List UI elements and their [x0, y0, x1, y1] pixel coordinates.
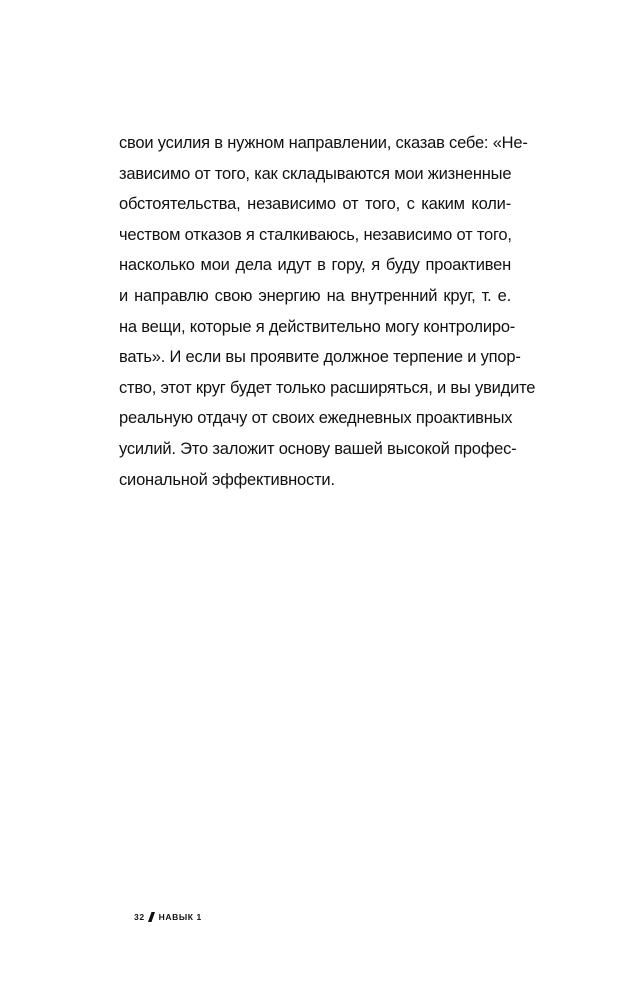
page-footer: [134, 910, 202, 924]
text-line: насколько мои дела идут в гору, я буду проактивен: [119, 256, 511, 275]
text-line: сиональной эффективности.: [119, 470, 335, 489]
section-title: НАВЫК 1: [158, 912, 202, 922]
body-paragraph: [119, 128, 536, 495]
slash-mark-icon: [148, 912, 155, 922]
text-line: свои усилия в нужном направлении, сказав себе: «Не-: [119, 134, 528, 152]
text-line: зависимо от того, как складываются мои жизненные: [119, 164, 512, 183]
page-number: 32: [134, 912, 145, 922]
text-line: обстоятельства, независимо от того, с каким коли-: [119, 195, 511, 214]
text-line: усилий. Это заложит основу вашей высокой профес-: [119, 439, 517, 458]
text-line: чеством отказов я сталкиваюсь, независимо от того,: [119, 225, 512, 244]
text-line: реальную отдачу от своих ежедневных проактивных: [119, 409, 513, 428]
text-line: на вещи, которые я действительно могу контролиро-: [119, 317, 516, 336]
text-line: вать». И если вы проявите должное терпение и упор-: [119, 348, 521, 367]
text-line: и направлю свою энергию на внутренний круг, т. е.: [119, 286, 511, 305]
text-line: ство, этот круг будет только расширяться, и вы увидите: [119, 378, 536, 397]
